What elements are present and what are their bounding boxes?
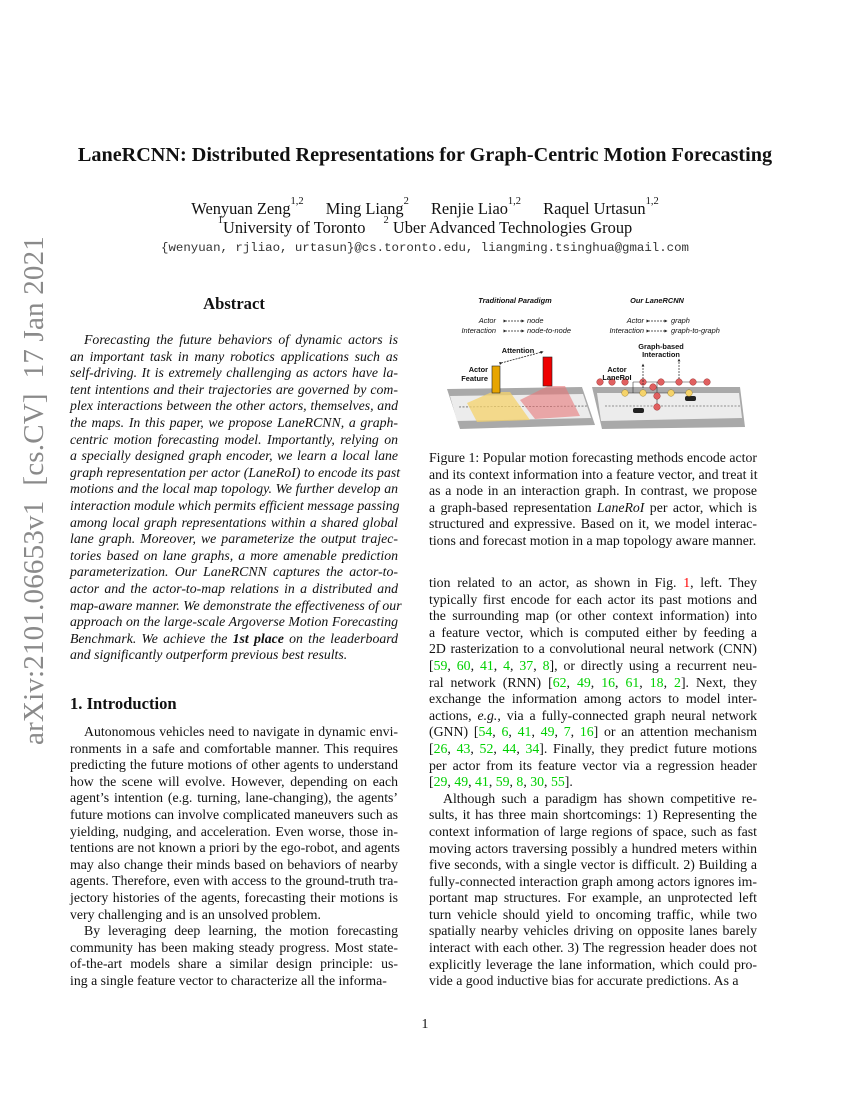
- citation-link[interactable]: 7: [563, 724, 571, 740]
- citation-link[interactable]: 60: [456, 657, 471, 673]
- text-line: [429, 658, 757, 675]
- text-segment: ,: [447, 774, 455, 790]
- text-segment: fully-connected interaction graph among actors ignores im-: [429, 873, 757, 889]
- text-line: [70, 840, 398, 857]
- text-line: [70, 515, 398, 532]
- text-segment: future motions can involve complicated maneuvers such as: [70, 806, 398, 822]
- abstract-body: [70, 332, 402, 664]
- text-line: [429, 741, 757, 758]
- fig-attention-label: Attention: [501, 346, 535, 355]
- text-segment: tentions are not known a priori by the ego-robot, and agents: [70, 840, 400, 856]
- citation-link[interactable]: 37: [519, 657, 534, 673]
- text-segment: typically first encode for each actor its past motions and: [429, 591, 757, 607]
- text-segment: (GNN) [: [429, 724, 479, 740]
- text-segment: Benchmark. We achieve the: [70, 630, 233, 646]
- text-segment: ,: [663, 674, 675, 690]
- text-line: [429, 940, 757, 957]
- author-emails: {wenyuan, rjliao, urtasun}@cs.toronto.edu, liangming.tsinghua@gmail.com: [161, 241, 689, 255]
- text-line: [429, 907, 757, 924]
- text-segment: a feature vector, which is computed either by feeding a: [429, 624, 757, 640]
- text-segment: ,: [470, 657, 480, 673]
- text-line: [70, 741, 398, 758]
- text-line: [70, 907, 398, 924]
- text-segment: ,: [447, 740, 457, 756]
- intro-right-body: [429, 575, 757, 990]
- citation-link[interactable]: 41: [479, 657, 494, 673]
- citation-link[interactable]: 2: [674, 674, 681, 690]
- citation-link[interactable]: 61: [625, 674, 640, 690]
- text-line: [70, 956, 398, 973]
- text-line: [70, 548, 398, 565]
- text-segment: [: [429, 657, 434, 673]
- text-segment: interact with each other. 3) The regression header does not: [429, 940, 757, 956]
- arxiv-stamp: arXiv:2101.06653v1 [cs.CV] 17 Jan 2021: [18, 235, 50, 745]
- text-segment: jectory histories of the agents, forecasting their motions is: [70, 889, 398, 905]
- text-segment: five seconds, with a single vector is difficult. 2) Building a: [429, 857, 757, 873]
- text-segment: Although such a paradigm has shown competitive re-: [443, 790, 757, 806]
- text-segment: ]. Finally, they predict future motions: [539, 740, 758, 756]
- text-line: [70, 448, 398, 465]
- text-segment: ] or an attention mechanism: [593, 724, 757, 740]
- text-line: [429, 500, 757, 517]
- text-line: [70, 332, 398, 349]
- citation-link[interactable]: 59: [495, 774, 510, 790]
- text-line: [429, 483, 757, 500]
- text-segment: ,: [615, 674, 626, 690]
- text-segment: a specially designed graph encoder, we learn a local lane: [70, 448, 398, 464]
- text-segment: ,: [447, 657, 457, 673]
- citation-link[interactable]: 55: [550, 774, 565, 790]
- figure-1: [435, 290, 755, 440]
- text-line: [70, 432, 398, 449]
- citation-link[interactable]: 26: [433, 740, 448, 756]
- fig-legend-label: graph: [671, 316, 690, 325]
- text-segment: ,: [533, 657, 543, 673]
- text-segment: the maps. In this paper, we propose LaneRCNN, a graph-: [70, 414, 398, 430]
- citation-link[interactable]: 30: [530, 774, 545, 790]
- citation-link[interactable]: 49: [454, 774, 469, 790]
- text-segment: the surrounding map (or other context information) into: [429, 608, 757, 624]
- author-affil-sup: 2: [403, 196, 409, 207]
- text-segment: ], or directly using a recurrent neu-: [549, 657, 757, 673]
- text-line: [70, 890, 398, 907]
- text-line: [429, 874, 757, 891]
- text-segment: predicting the future motions of other agents to understand: [70, 757, 398, 773]
- author: [431, 196, 522, 218]
- citation-link[interactable]: 49: [576, 674, 591, 690]
- text-line: [429, 641, 757, 658]
- paper-title: LaneRCNN: Distributed Representations for Graph-Centric Motion Forecasting: [77, 144, 773, 166]
- affiliation: [217, 215, 366, 237]
- text-line: [70, 790, 398, 807]
- text-segment: and its context information into a feature vector, and treat it: [429, 466, 758, 482]
- text-segment: exchange the information among actors to model inter-: [429, 691, 757, 707]
- text-segment: ,: [566, 674, 577, 690]
- text-line: [70, 807, 398, 824]
- text-line: [429, 675, 757, 692]
- citation-link[interactable]: 54: [478, 724, 493, 740]
- text-line: [429, 691, 757, 708]
- abstract-heading: Abstract: [203, 294, 265, 313]
- text-line: [429, 807, 757, 824]
- text-line: [70, 581, 398, 598]
- author-list: [0, 196, 850, 219]
- affil-name: University of Toronto: [223, 218, 366, 237]
- fig-legend-label: Interaction: [461, 326, 496, 335]
- text-line: [70, 531, 398, 548]
- text-segment: among local graph representations within a shared global: [70, 514, 398, 530]
- citation-link[interactable]: 16: [601, 674, 616, 690]
- text-segment: [: [429, 740, 434, 756]
- text-segment: tent intentions and their trajectories are governed by com-: [70, 381, 398, 397]
- figure-caption: [429, 450, 757, 550]
- text-segment: ,: [493, 740, 503, 756]
- citation-link[interactable]: 29: [433, 774, 448, 790]
- fig-label: Feature: [461, 374, 488, 383]
- text-line: [429, 890, 757, 907]
- citation-link[interactable]: 18: [649, 674, 664, 690]
- text-segment: how the scene will evolve. However, depending on each: [70, 773, 398, 789]
- text-segment: motions and the local map topology. We further develop an: [70, 481, 398, 497]
- text-segment: per actor, which is: [644, 499, 757, 515]
- text-line: [429, 841, 757, 858]
- fig-right-title: Our LaneRCNN: [630, 296, 684, 305]
- text-line: [70, 873, 398, 890]
- text-segment: ,: [531, 724, 541, 740]
- text-line: [429, 575, 757, 592]
- text-line: [70, 857, 398, 874]
- text-segment: interaction module which permits efficient message passing: [70, 497, 400, 513]
- text-segment: ,: [516, 740, 526, 756]
- text-segment: By leveraging deep learning, the motion forecasting: [84, 923, 398, 939]
- text-segment: ,: [488, 774, 496, 790]
- text-segment: ,: [554, 724, 564, 740]
- text-segment: ].: [564, 774, 573, 790]
- text-line: [429, 533, 757, 550]
- text-segment: ,: [544, 774, 551, 790]
- text-segment: approach on the large-scale Argoverse Motion Forecasting: [70, 614, 398, 630]
- text-line: [429, 608, 757, 625]
- text-segment: ral network (RNN) [: [429, 674, 553, 690]
- text-line: [70, 365, 398, 382]
- citation-link[interactable]: 6: [501, 724, 509, 740]
- text-segment: ,: [493, 657, 504, 673]
- author-name: Raquel Urtasun: [543, 199, 646, 218]
- author-affil-sup: 1,2: [507, 196, 522, 207]
- text-line: [70, 940, 398, 957]
- fig-legend-label: node: [527, 316, 544, 325]
- affiliations: [0, 215, 850, 238]
- text-line: [429, 791, 757, 808]
- text-line: [70, 923, 398, 940]
- text-line: [70, 824, 398, 841]
- text-segment: , left. They: [690, 575, 757, 590]
- text-segment: of-the-art models share a similar design principle: us-: [70, 956, 398, 972]
- text-segment: map-aware manner. We demonstrate the effectiveness of our: [70, 597, 402, 613]
- citation-link[interactable]: 52: [479, 740, 494, 756]
- text-line: [70, 398, 398, 415]
- affil-name: Uber Advanced Technologies Group: [388, 218, 633, 237]
- fig-legend-label: graph-to-graph: [671, 326, 720, 335]
- text-segment: community has been making steady progress. Most state-: [70, 939, 398, 955]
- text-line: [70, 724, 398, 741]
- text-segment: tion related to an actor, as shown in Fig.: [429, 575, 684, 590]
- text-segment: ,: [470, 740, 480, 756]
- text-segment: centric motion forecasting model. Importantly, relying on: [70, 431, 398, 447]
- fig-label: Interaction: [642, 350, 680, 359]
- text-line: [70, 498, 398, 515]
- text-segment: ,: [639, 674, 650, 690]
- citation-link[interactable]: 59: [433, 657, 448, 673]
- text-line: [429, 467, 757, 484]
- text-line: [429, 824, 757, 841]
- text-segment: yielding, nudging, and acceleration. Even worse, those in-: [70, 823, 398, 839]
- text-segment: moving actors traversing possibly a hundred meters within: [429, 840, 757, 856]
- text-segment: ,: [510, 657, 520, 673]
- text-segment: spatially nearby vehicles driving on opposite lanes barely: [429, 923, 757, 939]
- text-segment: , via a fully-connected graph neural network: [497, 707, 757, 723]
- fig-label: Graph-based: [638, 342, 684, 351]
- text-line: [70, 564, 398, 581]
- text-line: [429, 516, 757, 533]
- fig-legend-label: node-to-node: [527, 326, 571, 335]
- text-segment: ,: [509, 774, 517, 790]
- citation-link[interactable]: 41: [517, 724, 532, 740]
- author-name: Ming Liang: [325, 199, 404, 218]
- text-line: [70, 349, 398, 366]
- citation-link[interactable]: 4: [503, 657, 511, 673]
- author: [325, 196, 409, 218]
- fig-legend-label: Actor: [626, 316, 644, 325]
- text-line: [429, 625, 757, 642]
- text-segment: graph representation per actor (LaneRoI) to encode its past: [70, 464, 401, 480]
- text-segment: lane graph. Moreover, we parameterize the output trajec-: [70, 531, 398, 547]
- text-segment: ,: [508, 724, 518, 740]
- text-segment: sults, it has three main shortcomings: 1) Representing the: [429, 807, 757, 823]
- fig-label: Actor: [607, 365, 627, 374]
- citation-link[interactable]: 34: [525, 740, 540, 756]
- text-line: [429, 774, 757, 791]
- text-segment: explicitly leverage the lane information, which could pro-: [429, 956, 757, 972]
- affiliation: [383, 215, 633, 237]
- citation-link[interactable]: 62: [552, 674, 567, 690]
- text-segment: tories based on lane graphs, a more amenable prediction: [70, 547, 398, 563]
- text-segment: as a node in an interaction graph. In contrast, we propose: [429, 483, 757, 499]
- text-segment: ronments in a safe and comfortable manner. This requires: [70, 740, 398, 756]
- text-segment: plex interactions between the other actors, themselves, and: [70, 398, 398, 414]
- text-line: [70, 415, 398, 432]
- text-segment: ,: [492, 724, 502, 740]
- text-segment: very challenging and is an unsolved problem.: [70, 906, 321, 922]
- text-line: [429, 592, 757, 609]
- emphasis-text: e.g.: [477, 707, 498, 723]
- text-segment: actor and the actor-to-map relations in a distributed and: [70, 580, 398, 596]
- text-line: [70, 647, 398, 664]
- text-line: [429, 923, 757, 940]
- fig-left-title: Traditional Paradigm: [478, 296, 552, 305]
- citation-link[interactable]: 8: [542, 657, 550, 673]
- text-segment: on the leaderboard: [283, 630, 398, 646]
- fig-actor-feature-bar: [492, 366, 500, 393]
- text-segment: self-driving. It is extremely challenging as actors have la-: [70, 365, 398, 381]
- text-line: [429, 450, 757, 467]
- text-segment: ,: [570, 724, 580, 740]
- text-segment: [: [429, 774, 434, 790]
- author-name: Renjie Liao: [431, 199, 508, 218]
- author: [543, 196, 659, 218]
- text-line: [429, 973, 757, 990]
- text-line: [70, 631, 398, 648]
- text-line: [429, 758, 757, 775]
- text-line: [70, 597, 402, 615]
- text-segment: vide a good inductive bias for accurate predictions. As a: [429, 973, 739, 989]
- citation-link[interactable]: 44: [502, 740, 517, 756]
- intro-left-body: [70, 724, 398, 990]
- citation-link[interactable]: 41: [475, 774, 489, 790]
- text-line: [70, 481, 398, 498]
- text-segment: actions,: [429, 707, 478, 723]
- text-segment: per actor from its feature vector via a regression header: [429, 757, 757, 773]
- text-segment: a graph-based representation: [429, 499, 597, 515]
- text-segment: parameterization. Our LaneRCNN captures the actor-to-: [70, 564, 398, 580]
- author: [191, 196, 304, 218]
- text-segment: Autonomous vehicles need to navigate in dynamic envi-: [84, 724, 398, 739]
- affil-sup: 2: [383, 215, 389, 226]
- citation-link[interactable]: 8: [516, 774, 524, 790]
- emphasis-text: LaneRoI: [596, 499, 645, 515]
- text-segment: agent’s intention (e.g. turning, lane-changing), the agents’: [70, 790, 398, 806]
- citation-link[interactable]: 49: [540, 724, 555, 740]
- page-number: 1: [421, 1016, 429, 1031]
- affil-sup: 1: [217, 215, 224, 226]
- text-line: [70, 614, 398, 631]
- text-segment: ,: [590, 674, 602, 690]
- text-segment: Forecasting the future behaviors of dynamic actors is: [84, 332, 398, 347]
- text-segment: ]. Next, they: [680, 674, 758, 690]
- text-segment: ,: [468, 774, 476, 790]
- author-affil-sup: 1,2: [290, 196, 304, 207]
- text-segment: agents. Therefore, even with access to the ground-truth tra-: [70, 873, 398, 889]
- text-line: [70, 382, 398, 399]
- fig-label: Actor: [468, 365, 488, 374]
- text-line: [70, 757, 398, 774]
- author-name: Wenyuan Zeng: [191, 199, 291, 218]
- citation-link[interactable]: 43: [456, 740, 471, 756]
- intro-heading: 1. Introduction: [70, 694, 177, 713]
- text-segment: may also change their minds based on behaviors of nearby: [70, 856, 398, 872]
- text-segment: turn vehicle should yield to oncoming traffic, while two: [429, 906, 757, 922]
- fig-label: LaneRoI: [602, 373, 632, 382]
- text-segment: ,: [523, 774, 531, 790]
- fig-legend-label: Actor: [478, 316, 496, 325]
- text-line: [429, 724, 757, 741]
- text-line: [70, 973, 398, 990]
- text-segment: portant map structures. For example, an unprotected left: [429, 890, 757, 906]
- emphasis-text: 1st place: [232, 630, 284, 646]
- text-segment: structured and expressive. Based on it, we model interac-: [429, 516, 757, 532]
- text-segment: context information of large regions of space, such as fast: [429, 823, 757, 839]
- text-line: [429, 957, 757, 974]
- text-line: [70, 464, 401, 482]
- text-line: [429, 857, 757, 874]
- text-segment: Figure 1: Popular motion forecasting methods encode actor: [429, 450, 757, 465]
- text-segment: an important task in many robotics applications such as: [70, 348, 398, 364]
- fig-other-feature-bar: [543, 357, 552, 386]
- text-line: [70, 774, 398, 791]
- text-segment: and significantly outperform previous best results.: [70, 647, 348, 663]
- text-line: [429, 708, 757, 725]
- fig-legend-label: Interaction: [609, 326, 644, 335]
- figure-ref-link[interactable]: 1: [683, 575, 691, 590]
- author-affil-sup: 1,2: [645, 196, 659, 207]
- text-segment: 2D rasterization to a convolutional neural network (CNN): [429, 641, 757, 657]
- citation-link[interactable]: 16: [579, 724, 594, 740]
- text-segment: tions and forecast motion in a map topology aware manner.: [429, 532, 757, 548]
- text-segment: ing a single feature vector to characterize all the informa-: [70, 972, 387, 988]
